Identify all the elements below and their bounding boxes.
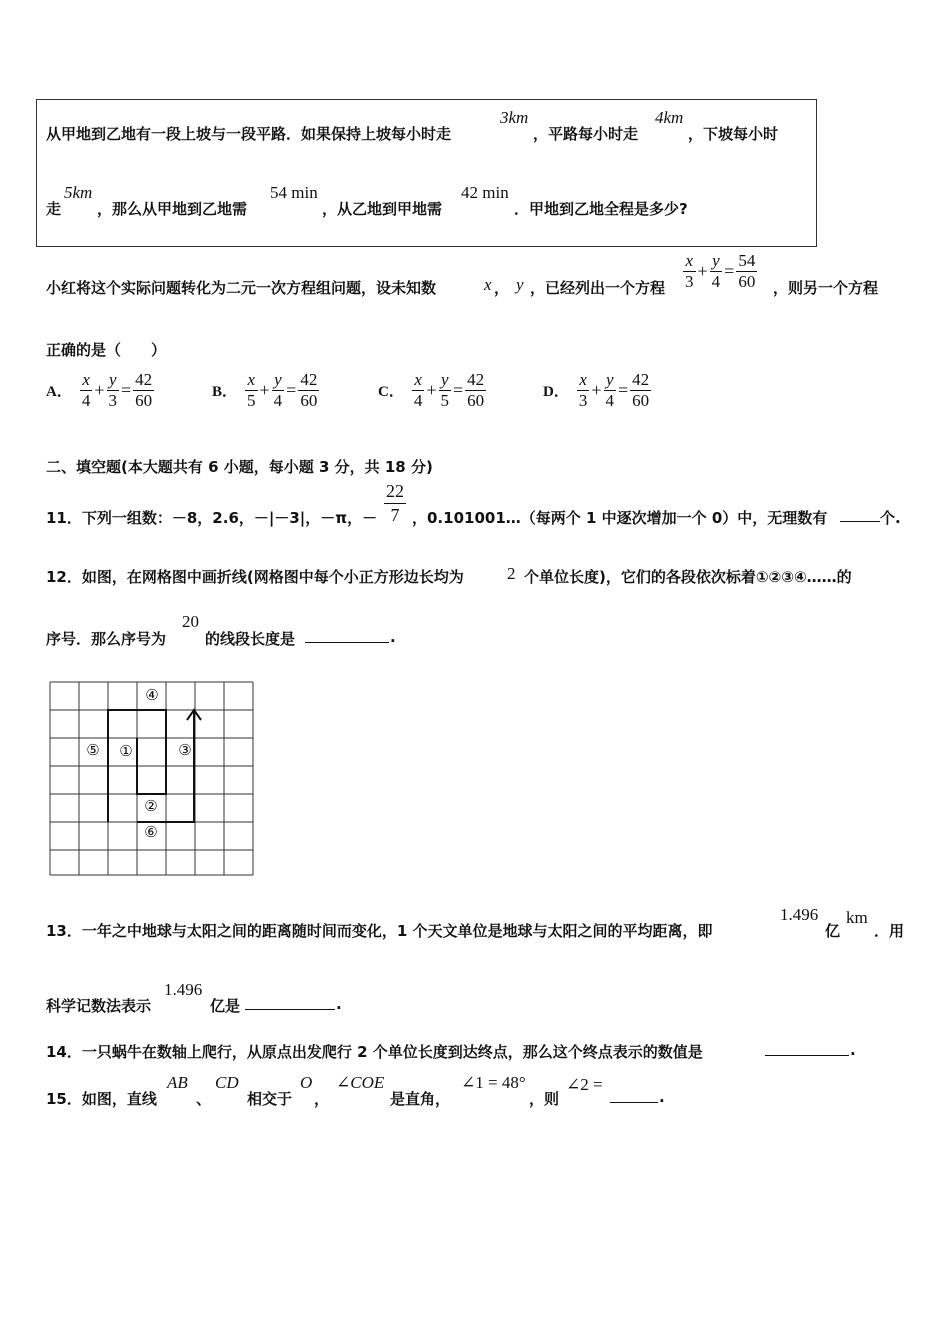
fraction	[439, 370, 452, 411]
numerator: 22	[384, 480, 406, 504]
numerator: x	[245, 370, 258, 391]
plus-sign: +	[697, 261, 708, 281]
numerator: 42	[632, 370, 650, 389]
math-2: 2	[507, 564, 516, 583]
fraction	[384, 480, 406, 527]
fraction-22-7	[384, 480, 406, 527]
numerator: 42	[300, 370, 318, 389]
equals-sign: =	[286, 380, 297, 400]
box-text: 从甲地到乙地有一段上坡与一段平路．如果保持上坡每小时走	[46, 125, 452, 143]
math-ab: AB	[167, 1073, 188, 1092]
section-heading: 二、填空题(本大题共有 6 小题，每小题 3 分，共 18 分)	[46, 458, 433, 476]
equals-sign: =	[618, 380, 629, 400]
math-5km: 5km	[64, 183, 93, 202]
denominator: 3	[685, 272, 694, 291]
fraction	[577, 370, 590, 411]
label-6: ⑥	[144, 823, 158, 841]
math-km: km	[846, 908, 868, 927]
numerator: x	[80, 370, 93, 391]
label-5: ⑤	[86, 741, 100, 759]
math-1496: 1.496	[780, 905, 819, 924]
denominator: 4	[711, 272, 721, 291]
denominator: 60	[632, 391, 650, 410]
equals-sign: =	[453, 380, 464, 400]
box-text: ．甲地到乙地全程是多少?	[514, 200, 688, 218]
q11-text: ，0.101001…（每两个 1 中逐次增加一个 0）中，无理数有	[412, 509, 828, 527]
numerator: 42	[467, 370, 485, 389]
answer-blank[interactable]	[765, 1041, 849, 1056]
numerator: x	[412, 370, 425, 391]
q12-text: 序号．那么序号为	[46, 630, 167, 648]
numerator: x	[577, 370, 590, 391]
box-text: ，从乙地到甲地需	[322, 200, 443, 218]
numerator: y	[604, 370, 617, 391]
answer-blank[interactable]	[245, 995, 335, 1010]
choice-c[interactable]	[378, 370, 486, 411]
denominator: 60	[738, 272, 756, 291]
q13-text: 科学记数法表示	[46, 997, 152, 1015]
answer-blank[interactable]	[305, 628, 389, 643]
denominator: 4	[413, 391, 423, 410]
var-y: y	[516, 275, 524, 294]
q12-text: 的线段长度是	[205, 630, 296, 648]
numerator: y	[272, 370, 285, 391]
box-text: ，下坡每小时	[688, 125, 779, 143]
equals-sign: =	[121, 380, 132, 400]
denominator: 4	[81, 391, 91, 410]
q13-text: 13．一年之中地球与太阳之间的距离随时间而变化，1 个天文单位是地球与太阳之间的平均距离，即	[46, 922, 713, 940]
choice-b[interactable]	[212, 370, 319, 411]
fraction	[683, 251, 696, 292]
equals-sign: =	[724, 261, 735, 281]
plus-sign: +	[259, 380, 270, 400]
q15-text: 相交于	[247, 1090, 293, 1108]
fraction	[133, 370, 154, 411]
fraction	[710, 251, 723, 292]
q10-text: ，已经列出一个方程	[530, 279, 666, 297]
choice-a[interactable]	[46, 370, 154, 411]
math-3km: 3km	[500, 108, 529, 127]
numerator: 42	[135, 370, 153, 389]
fraction	[736, 251, 757, 292]
label-3: ③	[178, 741, 192, 759]
choice-d[interactable]	[543, 370, 651, 411]
denominator: 4	[273, 391, 283, 410]
fraction	[272, 370, 285, 411]
q15-text: .	[659, 1088, 665, 1106]
q13-text: .	[336, 995, 342, 1013]
var-x: x	[484, 275, 492, 294]
denominator: 3	[108, 391, 117, 410]
math-20: 20	[182, 612, 199, 631]
q10-text: 正确的是（ ）	[46, 341, 167, 359]
denominator: 4	[605, 391, 614, 410]
q15-text: 15．如图，直线	[46, 1090, 157, 1108]
answer-blank[interactable]	[840, 507, 880, 522]
math-angle-2: ∠2 =	[566, 1075, 603, 1094]
q12-text: .	[390, 628, 396, 646]
q13-text: ．用	[874, 922, 905, 940]
fraction	[465, 370, 486, 411]
fraction	[107, 370, 120, 411]
q13-text: 亿	[825, 922, 841, 940]
choice-label: A．	[46, 384, 72, 400]
math-1496: 1.496	[164, 980, 203, 999]
math-42min: 42 min	[461, 183, 509, 202]
numerator: x	[683, 251, 696, 272]
q14-text: 14．一只蜗牛在数轴上爬行，从原点出发爬行 2 个单位长度到达终点，那么这个终点表示的数值是	[46, 1043, 703, 1061]
q15-text: ，	[314, 1090, 330, 1108]
box-text: ，平路每小时走	[533, 125, 639, 143]
equation-given	[683, 251, 757, 292]
q12-text: 12．如图，在网格图中画折线(网格图中每个小正方形边长均为	[46, 568, 464, 586]
fraction	[245, 370, 258, 411]
label-1: ①	[119, 742, 133, 760]
math-54min: 54 min	[270, 183, 318, 202]
box-text: 走	[46, 200, 62, 218]
plus-sign: +	[591, 380, 602, 400]
label-4: ④	[145, 686, 159, 704]
math-o: O	[300, 1073, 313, 1092]
denominator: 7	[390, 505, 400, 525]
problem-box	[36, 99, 817, 247]
numerator: 54	[738, 251, 756, 270]
choice-label: D．	[543, 384, 569, 400]
plus-sign: +	[94, 380, 105, 400]
denominator: 60	[135, 391, 153, 410]
denominator: 3	[578, 391, 588, 410]
math-cd: CD	[215, 1073, 239, 1092]
q15-text: 是直角，	[390, 1090, 451, 1108]
choice-label: B．	[212, 384, 238, 400]
q13-text: 亿是	[210, 997, 241, 1015]
denominator: 60	[467, 391, 485, 410]
box-line-1	[46, 123, 451, 144]
q10-text: ，则另一个方程	[773, 279, 879, 297]
denominator: 60	[300, 391, 318, 410]
box-text: ，那么从甲地到乙地需	[97, 200, 248, 218]
fraction	[298, 370, 319, 411]
answer-blank[interactable]	[610, 1088, 658, 1103]
q11-text: 11．下列一组数：－8，2.6，－|－3|，－π，－	[46, 509, 378, 527]
q15-text: ，则	[529, 1090, 560, 1108]
fraction	[412, 370, 425, 411]
q14-text: .	[850, 1041, 856, 1059]
q11-text: 个.	[880, 509, 901, 527]
denominator: 5	[440, 391, 449, 410]
math-angle-1: ∠1 = 48°	[461, 1073, 526, 1092]
fraction	[604, 370, 617, 411]
numerator: y	[107, 370, 120, 391]
math-4km: 4km	[655, 108, 684, 127]
label-2: ②	[144, 797, 158, 815]
math-angle-coe: ∠COE	[336, 1073, 385, 1092]
choice-label: C．	[378, 384, 404, 400]
numerator: y	[710, 251, 723, 272]
q10-comma: ，	[494, 279, 510, 297]
denominator: 5	[247, 391, 256, 410]
numerator: y	[439, 370, 452, 391]
q15-text: 、	[196, 1090, 212, 1108]
q12-text: 个单位长度)，它们的各段依次标着①②③④……的	[524, 568, 852, 586]
plus-sign: +	[426, 380, 437, 400]
q10-text: 小红将这个实际问题转化为二元一次方程组问题，设未知数	[46, 279, 437, 297]
grid-figure	[48, 680, 256, 878]
fraction	[80, 370, 93, 411]
fraction	[630, 370, 651, 411]
